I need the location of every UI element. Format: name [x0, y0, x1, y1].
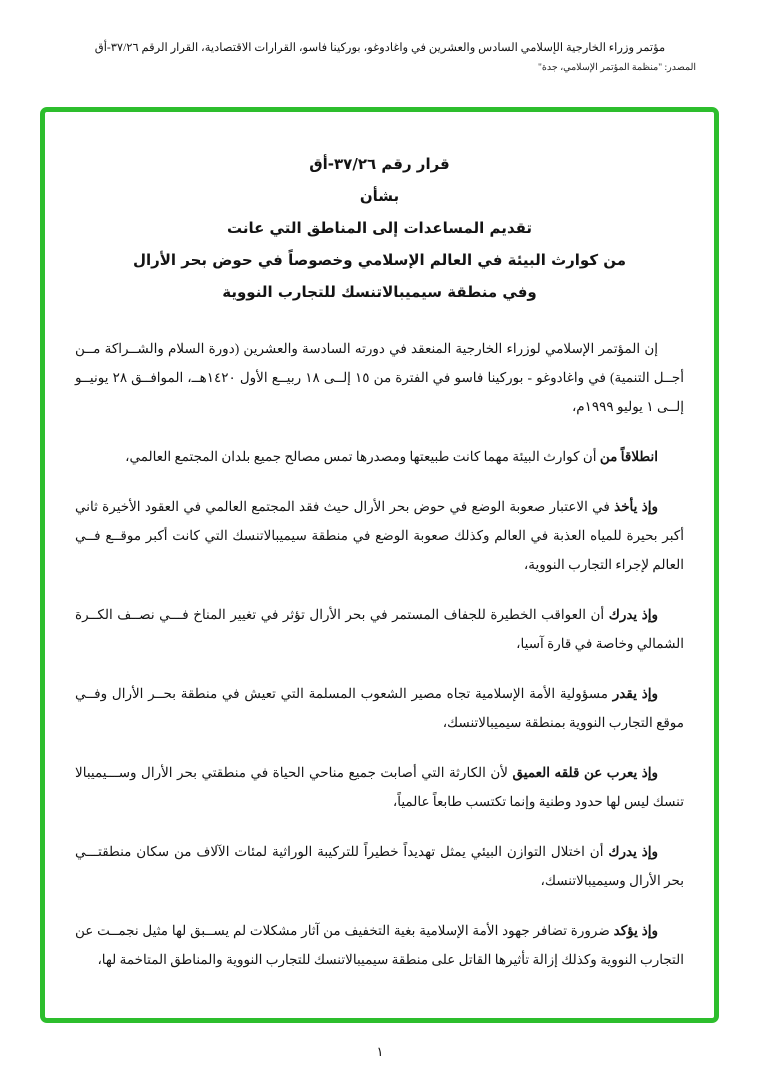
resolution-regarding: بشأن [359, 187, 400, 205]
paragraph-lead: وإذ يؤكد [613, 923, 659, 938]
paragraph-clause [75, 837, 684, 895]
paragraph-text: إن المؤتمر الإسلامي لوزراء الخارجية المنعقد في دورته السادسة والعشرين (دورة السلام والشــراكة مــن أجــل التنمية) في واغادوغو - بوركينا فاسو في الفترة من ١٥ إلــى ١٨ ربيــع الأول ١٤٢٠هــ، الموافــق ٢٨ يونيــو إلــى ١ يوليو ١٩٩٩م، [75, 341, 685, 414]
resolution-body [75, 334, 684, 974]
paragraph-lead: وإذ يدرك [608, 607, 658, 622]
paragraph-lead: وإذ يأخذ [614, 499, 658, 514]
resolution-title [75, 148, 684, 308]
paragraph-text: ضرورة تضافر جهود الأمة الإسلامية بغية التخفيف من آثار مشكلات لم يســبق لها مثيل نجمــت عن التجارب النووية وكذلك إزالة تأثيرها القاتل على منطقة سيميبالاتنسك للتجارب النووية والمناطق المتاخمة لها، [75, 923, 684, 967]
paragraph-text: أن كوارث البيئة مهما كانت طبيعتها ومصدرها تمس مصالح جميع بلدان المجتمع العالمي، [125, 449, 600, 464]
paragraph-preamble [75, 334, 684, 421]
header-source: المصدر: "منظمة المؤتمر الإسلامي، جدة" [538, 63, 696, 73]
paragraph-clause [75, 679, 684, 737]
paragraph-text: في الاعتبار صعوبة الوضع في حوض بحر الأرال حيث فقد المجتمع العالمي في العقود الأخيرة ثاني أكبر بحيرة للمياه العذبة في العالم وكذلك صعوبة الوضع في منطقة سيميبالاتنسك التي كانت أكبر موقــع فــي العالم لإجراء التجارب النووية، [75, 499, 684, 572]
header-citation: مؤتمر وزراء الخارجية الإسلامي السادس والعشرين في واغادوغو، بوركينا فاسو، القرارات الاقتصادية، القرار الرقم ٣٧/٢٦-أق [94, 42, 666, 54]
paragraph-text: لأن الكارثة التي أصابت جميع مناحي الحياة في منطقتي بحر الأرال وســـيميبالا تنسك ليس لها حدود وطنية وإنما تكتسب طابعاً عالمياً، [75, 765, 684, 809]
resolution-number: قرار رقم ٣٧/٢٦-أق [309, 155, 450, 173]
resolution-subject-line-3: وفي منطقة سيميبالاتنسك للتجارب النووية [222, 283, 537, 301]
paragraph-text: أن العواقب الخطيرة للجفاف المستمر في بحر الأرال تؤثر في تغيير المناخ فـــي نصــف الكــرة الشمالي وخاصة في قارة آسيا، [75, 607, 684, 651]
paragraph-text: مسؤولية الأمة الإسلامية تجاه مصير الشعوب المسلمة التي تعيش في منطقة بحــر الأرال وفــي موقع التجارب النووية بمنطقة سيميبالاتنسك، [75, 686, 684, 730]
paragraph-clause [75, 492, 684, 579]
paragraph-clause [75, 758, 684, 816]
paragraph-clause [75, 916, 684, 974]
resolution-subject-line-2: من كوارث البيئة في العالم الإسلامي وخصوصاً في حوض بحر الأرال [132, 251, 627, 269]
paragraph-clause [75, 600, 684, 658]
resolution-subject-line-1: تقديم المساعدات إلى المناطق التي عانت [226, 219, 533, 237]
page-number: ١ [376, 1044, 384, 1059]
paragraph-lead: وإذ يقدر [612, 686, 658, 701]
paragraph-text: أن اختلال التوازن البيئي يمثل تهديداً خطيراً للتركيبة الوراثية لمئات الآلاف من سكان منطقتـــي بحر الأرال وسيميبالاتنسك، [75, 844, 684, 888]
paragraph-lead: انطلاقاً من [599, 449, 658, 464]
paragraph-lead: وإذ يدرك [608, 844, 658, 859]
paragraph-lead: وإذ يعرب عن قلقه العميق [512, 765, 658, 780]
document-frame [40, 107, 719, 1023]
paragraph-clause [75, 442, 684, 471]
page-header [30, 40, 730, 73]
